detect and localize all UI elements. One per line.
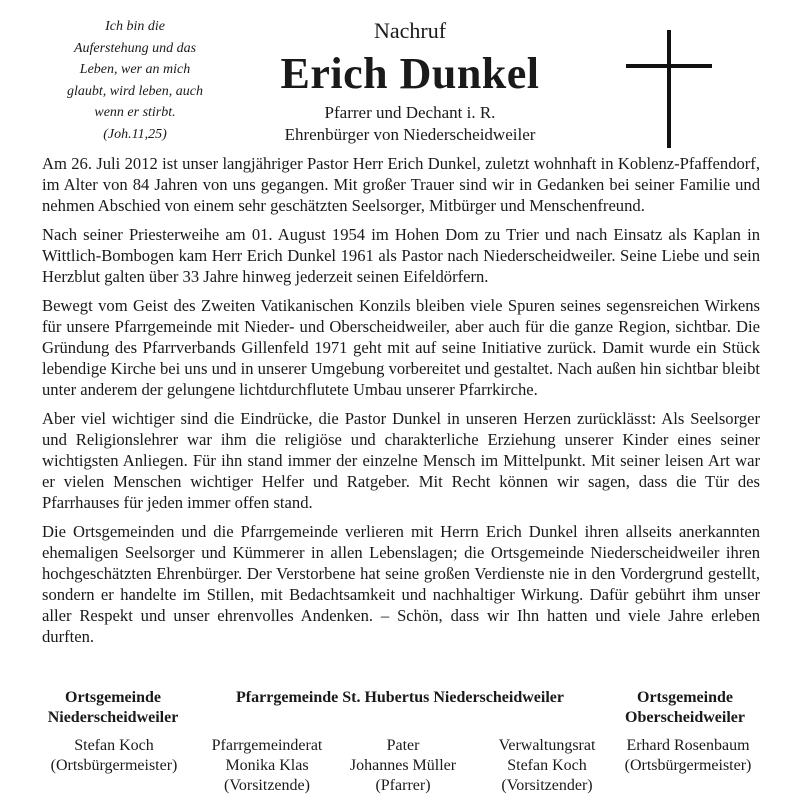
header	[0, 0, 800, 152]
quote-line: glaubt, wird leben, auch	[67, 83, 203, 99]
org-pfarrgemeinde: Pfarrgemeinde St. Hubertus Niederscheidweiler	[236, 689, 564, 706]
paragraph: Bewegt vom Geist des Zweiten Vatikanischen Konzils bleiben viele Spuren seines segensreichen Wirkens für unsere Pfarrgemeinde mit Nieder- und Oberscheidweiler, aber auch für die ganze Region, sichtbar. Die Gründung des Pfarrverbands Gillenfeld 1971 geht mit auf seine Initiative zurück. Damit wurde ein Stück lebendige Kirche bei uns und in unserer Umgebung vorbereitet und gestaltet. Nach außen hin sichtbar bleibt unter anderem der gelungene lichtdurchflutete Umbau unserer Pfarrkirche.	[42, 296, 760, 399]
quote-reference: (Joh.11,25)	[103, 126, 167, 142]
quote-line: Auferstehung und das	[73, 40, 197, 56]
quote-line: wenn er stirbt.	[94, 105, 176, 120]
signer-parish-council: Pfarrgemeinderat Monika Klas (Vorsitzende)	[211, 737, 323, 794]
role-line: Pfarrer und Dechant i. R.	[324, 103, 496, 122]
org-niederscheidweiler: Ortsgemeinde Niederscheidweiler	[47, 689, 179, 726]
signer-mayor-nieder: Stefan Koch (Ortsbürgermeister)	[50, 737, 178, 774]
quote-line: Ich bin die	[105, 19, 165, 34]
title-block	[220, 16, 600, 146]
bible-quote	[40, 16, 230, 145]
deceased-name: Erich Dunkel	[280, 49, 540, 98]
org-oberscheidweiler: Ortsgemeinde Oberscheidweiler	[625, 689, 745, 726]
paragraph: Nach seiner Priesterweihe am 01. August 1954 im Hohen Dom zu Trier und nach Einsatz als Kaplan in Wittlich-Bombogen kam Herr Erich Dunkel 1961 als Pastor nach Niederscheidweiler. Seine Liebe und sein Herzblut galten über 33 Jahre hinweg jederzeit seinen Eifeldörfern.	[42, 225, 760, 286]
quote-line: Leben, wer an mich	[79, 62, 191, 77]
signer-administrative-council: Verwaltungsrat Stefan Koch (Vorsitzender)	[498, 737, 596, 794]
signer-mayor-ober: Erhard Rosenbaum (Ortsbürgermeister)	[624, 737, 752, 774]
heading: Nachruf	[373, 18, 447, 43]
honorary-line: Ehrenbürger von Niederscheidweiler	[284, 125, 536, 144]
paragraph: Die Ortsgemeinden und die Pfarrgemeinde verlieren mit Herrn Erich Dunkel ihren allseits anerkannten ehemaligen Seelsorger und Kümmerer in allen Lebenslagen; die Ortsgemeinde Niederscheidweiler ihren hochgeschätzten Ehrenbürger. Der Verstorbene hat seine großen Verdienste nie in den Vordergrund gestellt, sondern er handelte im Stillen, mit Bedachtsamkeit und nachhaltiger Wirkung. Dafür gebührt ihm unser aller Respekt und unser ehrenvolles Andenken. – Schön, dass wir Ihn hatten und viele Jahre erleben durften.	[42, 522, 760, 646]
paragraph: Aber viel wichtiger sind die Eindrücke, die Pastor Dunkel in unseren Herzen zurücklässt: Als Seelsorger und Religionslehrer war ihm die religiöse und charakterliche Erziehung unserer Kinder eines seiner wichtigsten Anliegen. Für ihn stand immer der einzelne Mensch im Mittelpunkt. Mit seiner leisen Art war er vielen Menschen wichtiger Helfer und Ratgeber. Mit Recht können wir sagen, dass die Tür des Pfarrhauses für jeden immer offen stand.	[42, 409, 760, 512]
signatories	[0, 684, 800, 811]
cross-icon	[626, 30, 712, 148]
signer-pastor: Pater Johannes Müller (Pfarrer)	[349, 737, 457, 794]
obituary-text	[42, 153, 760, 655]
paragraph: Am 26. Juli 2012 ist unser langjähriger Pastor Herr Erich Dunkel, zuletzt wohnhaft in Koblenz-Pfaffendorf, im Alter von 84 Jahren von uns gegangen. Mit großer Trauer sind wir in Gedanken bei seiner Familie und nehmen Abschied von einem sehr geschätzten Seelsorger, Mitbürger und Menschenfreund.	[42, 154, 760, 215]
